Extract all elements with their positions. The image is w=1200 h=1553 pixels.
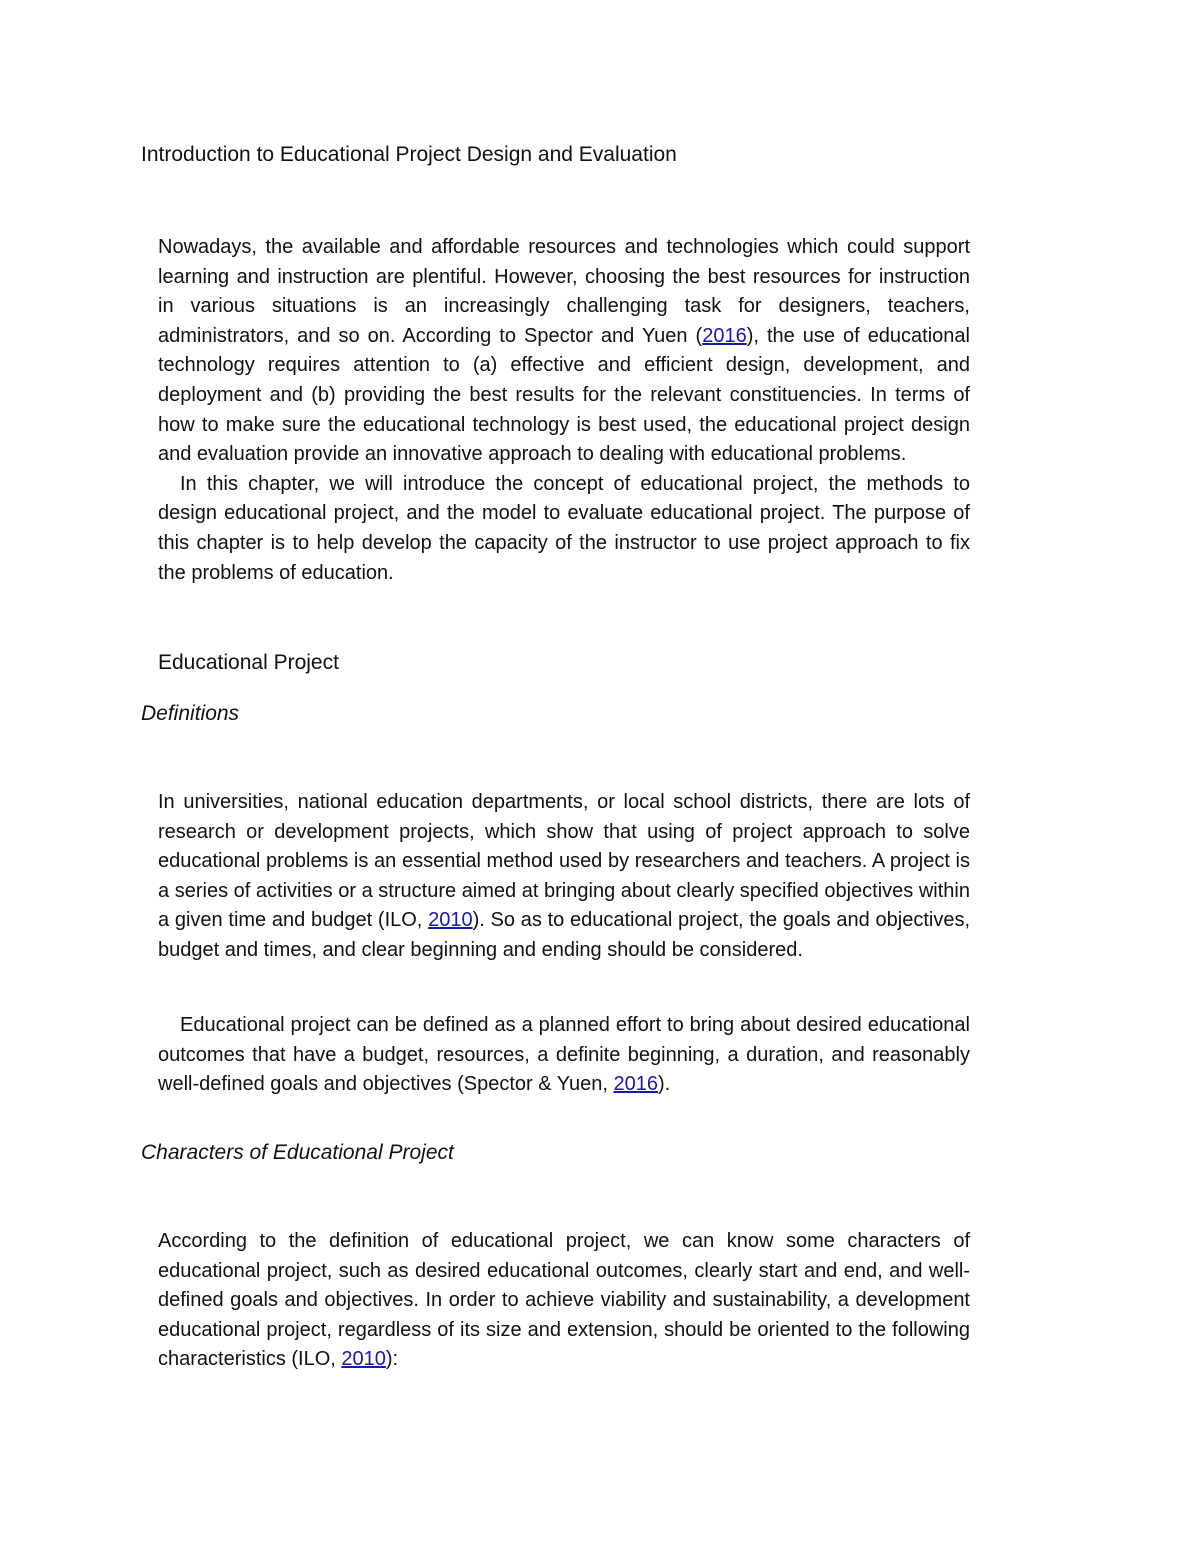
- intro-paragraph-2: In this chapter, we will introduce the concept of educational project, the methods to design educational project, and the model to evaluate educational project. The purpose of this chapter is to help develop the capacity of the instructor to use project approach to fix the problems of education.: [158, 472, 970, 584]
- characters-p1-text-b: ):: [385, 1348, 399, 1371]
- intro-p1-text-b: ), the use of educational technology requires attention to (a) effective and efficient design, development, and deployment and (b) providing the best results for the relevant constituencies. In terms of how to make sure the educational technology is best used, the educational project design and evaluation provide an innovative approach to dealing with educational problems.: [158, 324, 970, 466]
- definitions-paragraph-1: [158, 788, 970, 966]
- citation-link-spector-yuen-2016[interactable]: 2016: [702, 324, 747, 347]
- intro-section: [158, 233, 970, 588]
- subheading-characters: Characters of Educational Project: [141, 1141, 454, 1164]
- document-title: Introduction to Educational Project Design and Evaluation: [141, 143, 677, 166]
- characters-section: [158, 1227, 970, 1375]
- intro-paragraph-1: [158, 233, 970, 470]
- characters-p1-text-a: According to the definition of educational project, we can know some characters of educational project, such as desired educational outcomes, clearly start and end, and well-defined goals and objectives. In order to achieve viability and sustainability, a development educational project, regardless of its size and extension, should be oriented to the following characteristics (ILO,: [158, 1230, 970, 1371]
- subheading-definitions: Definitions: [141, 702, 240, 725]
- definitions-p2-text-b: ).: [657, 1073, 671, 1096]
- definitions-paragraph-2: [158, 1011, 970, 1100]
- definitions-p1-text-a: In universities, national education departments, or local school districts, there are lots of research or development projects, which show that using of project approach to solve educational problems is an essential method used by researchers and teachers. A project is a series of activities or a structure aimed at bringing about clearly specified objectives within a given time and budget (ILO,: [158, 791, 970, 932]
- section-heading-educational-project: Educational Project: [158, 651, 339, 674]
- citation-link-spector-yuen-2016-b[interactable]: 2016: [613, 1073, 658, 1096]
- definitions-p2-text-a: Educational project can be defined as a planned effort to bring about desired educational outcomes that have a budget, resources, a definite beginning, a duration, and reasonably well-defined goals and objectives (Spector & Yuen,: [158, 1014, 970, 1096]
- intro-p1-text-a: Nowadays, the available and affordable resources and technologies which could support learning and instruction are plentiful. However, choosing the best resources for instruction in various situations is an increasingly challenging task for designers, teachers, administrators, and so on. According to Spector and Yuen (: [158, 236, 970, 347]
- citation-link-ilo-2010[interactable]: 2010: [428, 909, 473, 932]
- characters-paragraph-1: [158, 1227, 970, 1375]
- definitions-section-2: [158, 1011, 970, 1100]
- definitions-section: [158, 788, 970, 966]
- citation-link-ilo-2010-b[interactable]: 2010: [341, 1348, 386, 1371]
- definitions-p1-text-b: ). So as to educational project, the goals and objectives, budget and times, and clear beginning and ending should be considered.: [158, 909, 970, 961]
